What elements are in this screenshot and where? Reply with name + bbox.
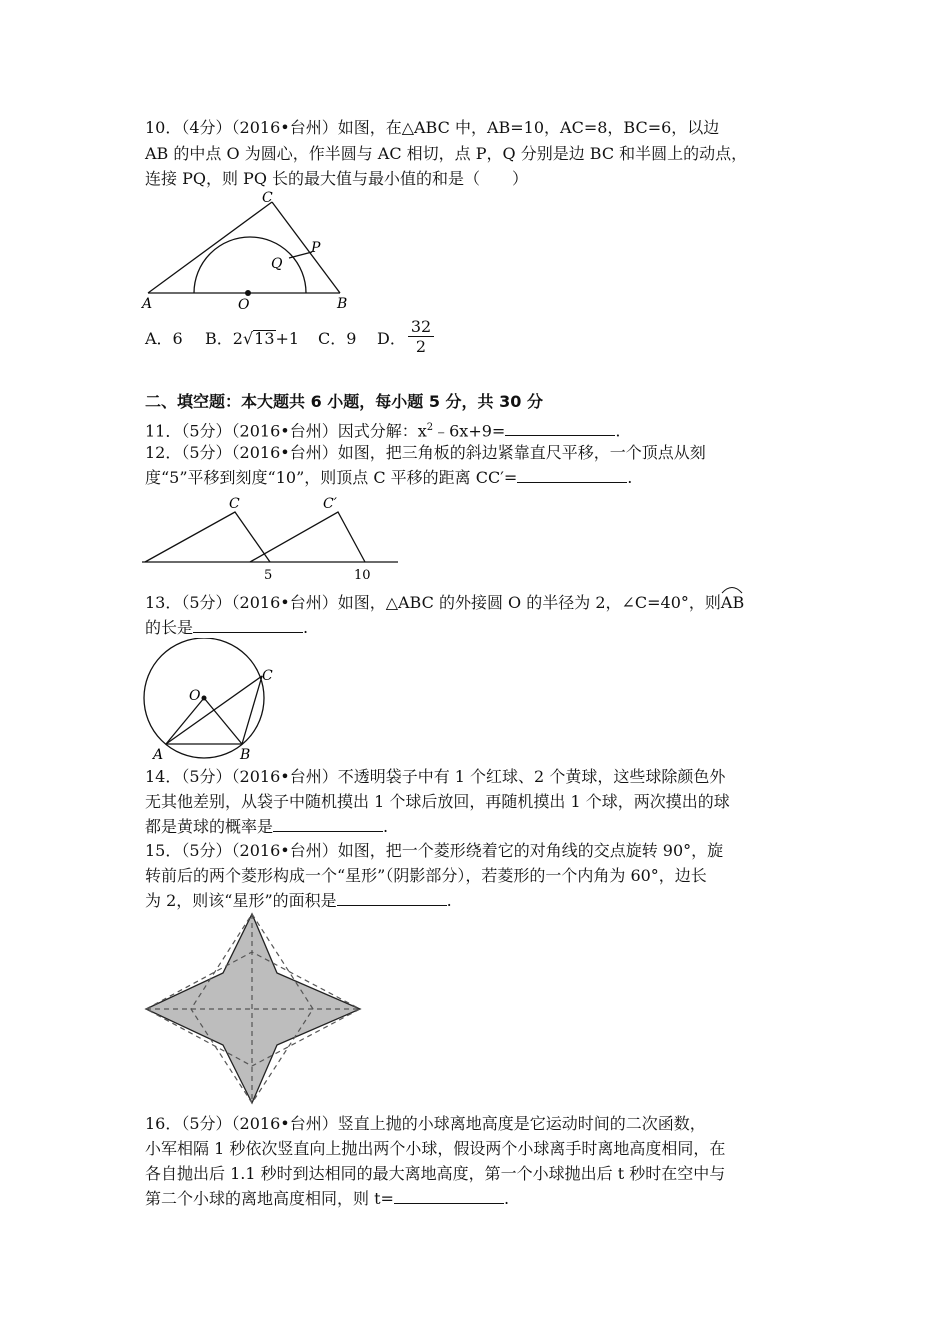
q13-circle-figure <box>140 638 275 763</box>
q16-line-1: 16．（5分）（2016•台州）竖直上抛的小球离地高度是它运动时间的二次函数， <box>145 1114 706 1133</box>
q14-line-1: 14．（5分）（2016•台州）不透明袋子中有 1 个红球、2 个黄球，这些球除颜色外 <box>145 767 726 786</box>
q10-option-d-prefix: D． <box>377 329 406 348</box>
q16-line-3: 各自抛出后 1.1 秒时到达相同的最大离地高度，第一个小球抛出后 t 秒时在空中与 <box>145 1164 726 1183</box>
q13-period: . <box>303 618 309 637</box>
q13-label-b: B <box>240 747 251 763</box>
q11-answer-blank[interactable] <box>505 421 615 436</box>
q10-center-dot <box>245 290 251 296</box>
q13-line-1-text: 13．（5分）（2016•台州）如图，△ABC 的外接圆 O 的半径为 2，∠C=40°，则 <box>145 593 721 612</box>
sqrt-sign-icon: √ <box>242 329 254 348</box>
q10-label-a: A <box>142 296 153 312</box>
q14-line-2: 无其他差别，从袋子中随机摸出 1 个球后放回，再随机摸出 1 个球，两次摸出的球 <box>145 792 730 811</box>
q14-line-3 <box>145 816 388 838</box>
q16-answer-blank[interactable] <box>394 1189 504 1204</box>
q13-line-1 <box>145 592 744 614</box>
q12-tick-10: 10 <box>354 568 371 583</box>
q10-line-2: AB 的中点 O 为圆心，作半圆与 AC 相切，点 P，Q 分别是边 BC 和半圆上的动点， <box>145 144 748 163</box>
q10-option-d-denominator: 2 <box>415 337 427 356</box>
q11-text-pre: 11．（5分）（2016•台州）因式分解：x <box>145 421 427 441</box>
q10-side-ac <box>148 202 272 293</box>
q12-period: . <box>627 468 633 487</box>
q10-label-c: C <box>262 190 273 206</box>
q12-tick-5: 5 <box>264 568 273 583</box>
q13-label-c: C <box>262 668 273 684</box>
q12-line-2-text: 度“5”平移到刻度“10”，则顶点 C 平移的距离 CC′= <box>145 468 518 487</box>
q10-line-1: 10．（4分）（2016•台州）如图，在△ABC 中，AB=10，AC=8，BC=6，以边 <box>145 118 720 137</box>
q14-answer-blank[interactable] <box>273 817 383 832</box>
q13-answer-blank[interactable] <box>193 618 303 633</box>
q13-line-2-text: 的长是 <box>145 618 194 637</box>
q10-label-o: O <box>238 297 250 313</box>
q12-label-c: C <box>229 496 240 512</box>
q12-line-2 <box>145 467 632 489</box>
q13-arc-ab <box>721 592 744 614</box>
q12-answer-blank[interactable] <box>517 468 627 483</box>
q12-triangle-moved <box>250 512 365 562</box>
q13-label-a: A <box>153 747 164 763</box>
q14-period: . <box>383 817 389 836</box>
q13-radius-ob <box>204 698 242 744</box>
section-2-title: 二、填空题：本大题共 6 小题，每小题 5 分，共 30 分 <box>145 392 543 411</box>
q11-exponent: 2 <box>426 422 434 433</box>
q10-segment-pq <box>289 252 312 258</box>
q15-period: . <box>446 891 452 910</box>
q10-option-d-numerator: 32 <box>408 318 434 337</box>
q10-option-b-radicand: 13 <box>254 329 275 348</box>
q10-option-b-prefix: B．2 <box>205 329 243 348</box>
q16-line-4 <box>145 1188 509 1210</box>
q10-option-a: A．6 <box>145 329 183 348</box>
q10-semicircle <box>194 237 306 293</box>
q15-answer-blank[interactable] <box>337 891 447 906</box>
arc-symbol-icon <box>721 584 743 594</box>
q15-line-1: 15．（5分）（2016•台州）如图，把一个菱形绕着它的对角线的交点旋转 90°，旋 <box>145 841 724 860</box>
q14-line-3-text: 都是黄球的概率是 <box>145 817 274 836</box>
q12-ruler-figure <box>140 492 402 584</box>
q12-line-1: 12．（5分）（2016•台州）如图，把三角板的斜边紧靠直尺平移，一个顶点从刻 <box>145 443 706 462</box>
q13-label-o: O <box>189 688 201 704</box>
q11-line <box>145 417 620 442</box>
q10-option-c: C．9 <box>318 329 357 348</box>
q12-triangle-original <box>145 512 270 562</box>
q11-text-post: ﹣6x+9= <box>433 421 506 441</box>
q10-label-p: P <box>311 240 321 256</box>
q15-star-figure <box>140 910 370 1105</box>
q10-option-b-suffix: +1 <box>275 329 300 348</box>
q15-line-3 <box>145 890 452 912</box>
q13-center-dot <box>202 696 207 701</box>
q10-label-b: B <box>337 296 348 312</box>
q10-triangle-figure <box>140 190 360 315</box>
q12-label-c-prime: C′ <box>323 496 337 512</box>
q13-arc-label: AB <box>720 593 745 612</box>
q16-line-4-text: 第二个小球的离地高度相同，则 t= <box>145 1189 394 1208</box>
q15-line-2: 转前后的两个菱形构成一个“星形”（阴影部分），若菱形的一个内角为 60°，边长 <box>145 866 707 885</box>
q10-label-q: Q <box>271 256 283 272</box>
q16-line-2: 小军相隔 1 秒依次竖直向上抛出两个小球，假设两个小球离手时离地高度相同，在 <box>145 1139 726 1158</box>
q10-line-3: 连接 PQ，则 PQ 长的最大值与最小值的和是（ ） <box>145 169 529 188</box>
q13-line-2 <box>145 617 308 639</box>
q16-period: . <box>503 1189 510 1208</box>
q11-period: . <box>615 421 621 441</box>
q10-option-d-fraction <box>408 318 434 357</box>
q15-line-3-text: 为 2，则该“星形”的面积是 <box>145 891 337 910</box>
q10-option-b <box>205 328 299 350</box>
